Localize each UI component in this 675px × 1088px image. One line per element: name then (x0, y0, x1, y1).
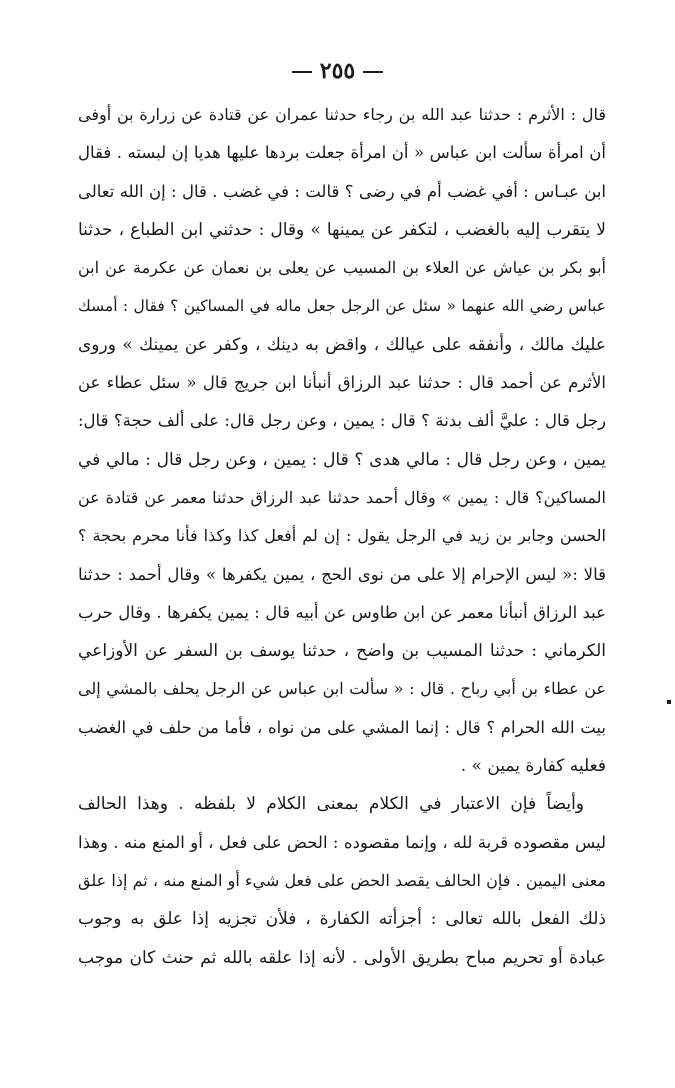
text-line-paragraph-end: فعليه كفارة يمين » . (460, 756, 606, 777)
text-line: المساكين؟ قال : يمين » وقال أحمد حدثنا عبد الرزاق حدثنا معمر عن قتادة عن (78, 487, 606, 507)
text-line: الحسن وجابر بن زيد في الرجل يقول : إن لم أفعل كذا وكذا فأنا محرم بحجة ؟ (78, 526, 606, 546)
text-line: معنى اليمين . فإن الحالف يقصد الحض على فعل شيء أو المنع منه ، ثم إذا علق (78, 870, 606, 890)
text-line: ابن عبـاس : أفي غضب أم في رضى ؟ قالت : في غضب . قال : إن الله تعالى (78, 181, 606, 201)
page-number-dash-right (363, 71, 383, 73)
text-line: أبو بكر بن عياش عن العلاء بن المسيب عن يعلى بن نعمان عن عكرمة عن ابن (78, 258, 606, 278)
text-line: قالا :« ليس الإحرام إلا على من نوى الحج ، يمين يكفرها » وقال أحمد : حدثنا (78, 564, 606, 584)
text-line: عبادة أو تحريم مباح بطريق الأولى . لأنه إذا علقه بالله ثم حنث كان موجب (78, 947, 606, 968)
text-line: ذلك الفعل بالله تعالى : أجزأته الكفارة ، فلأن تجزيه إذا علق به وجوب (78, 909, 606, 930)
text-line: عبد الرزاق أنبأنا معمر عن ابن طاوس عن أبيه قال : يمين يكفرها . وقال حرب (78, 602, 606, 622)
text-line: بيت الله الحرام ؟ قال : إنما المشي على من نواه ، فأما من حلف في الغضب (78, 717, 606, 737)
text-line: قال : الأثرم : حدثنا عبد الله بن رجاء حدثنا عمران عن قتادة عن زرارة بن أوفى (78, 105, 606, 124)
text-line: الكرماني : حدثنا المسيب بن واضح ، حدثنا يوسف بن السفر عن الأوزاعي (78, 641, 606, 662)
text-line: رجل قال : عليَّ ألف بدنة ؟ قال : يمين ، وعن رجل قال: على ألف حجة؟ قال: (78, 411, 606, 431)
text-line: الأثرم عن أحمد قال : حدثنا عبد الرزاق أنبأنا ابن جريج قال « سئل عطاء عن (78, 373, 606, 393)
page-number (0, 56, 675, 86)
text-line: ليس مقصوده قربة لله ، وإنما مقصوده : الحض على فعل ، أو المنع منه . وهذا (78, 832, 606, 852)
page-body (78, 96, 606, 977)
page-number-text: ٢٥٥ (319, 58, 356, 84)
text-line: عليك مالك ، وأنفقه على عيالك ، واقض به دينك ، وكفر عن يمينك » وروى (78, 334, 606, 355)
text-line: لا يتقرب إليه بالغضب ، لتكفر عن يمينها » وقال : حدثني ابن الطباع ، حدثنا (78, 219, 606, 240)
margin-dot (667, 700, 671, 704)
text-line: أن امرأة سألت ابن عباس « أن امرأة جعلت بردها عليها هديا إن لبسته . فقال (78, 143, 606, 163)
text-line: عباس رضي الله عنهما « سئل عن الرجل جعل ماله في المساكين ؟ فقال : أمسك (78, 297, 606, 316)
text-line: عن عطاء بن أبي رباح . قال : « سألت ابن عباس عن الرجل يحلف بالمشي إلى (78, 679, 606, 699)
text-line: يمين ، وعن رجل قال : مالي هدى ؟ قال : يمين ، وعن رجل قال : مالي في (78, 449, 606, 470)
text-line-paragraph-start: وأيضاً فإن الاعتبار في الكلام بمعنى الكلام لا بلفظه . وهذا الحالف (78, 794, 584, 815)
page-number-dash-left (292, 71, 312, 73)
